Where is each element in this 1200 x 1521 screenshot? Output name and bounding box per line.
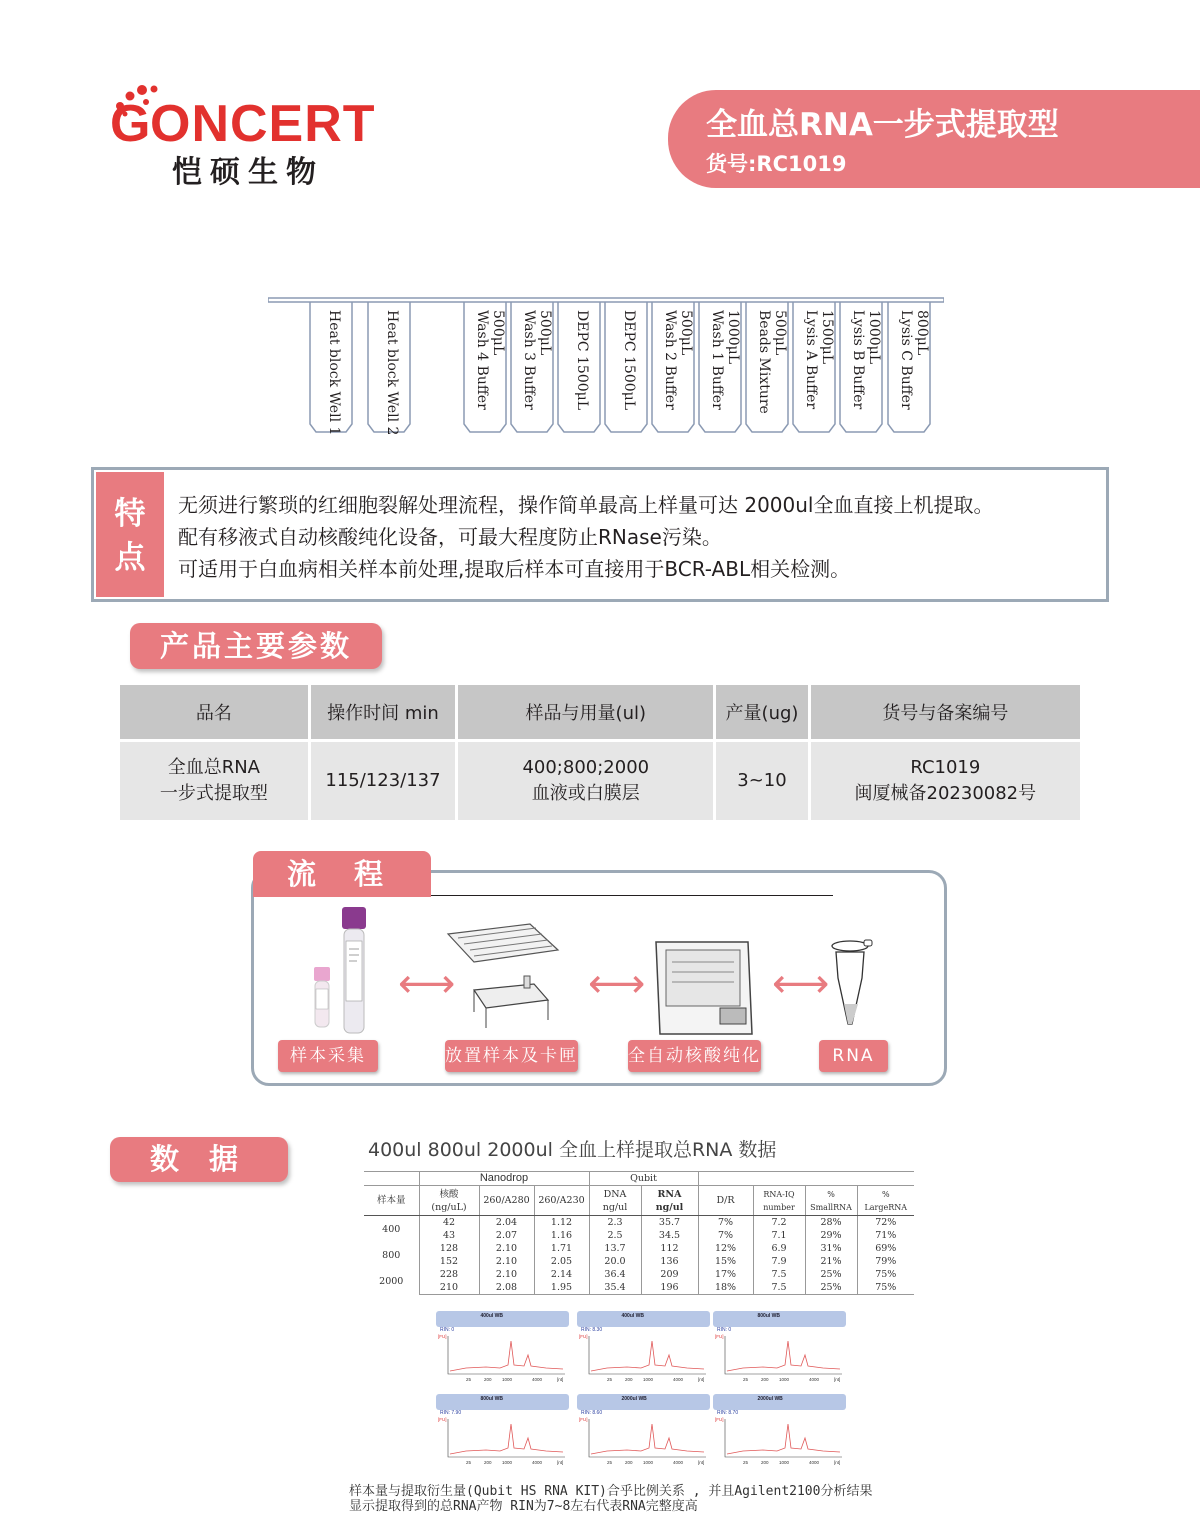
trace-y-unit: [FU] <box>438 1334 447 1339</box>
data-header-conc-1: 核酸 <box>439 1188 459 1200</box>
data-group-blank-2 <box>698 1172 914 1186</box>
data-cell-large: 75% <box>857 1281 914 1295</box>
data-row <box>364 1281 914 1295</box>
params-cell-code <box>811 742 1080 820</box>
cartridge-well-label: DEPC 1500μL <box>621 310 637 411</box>
data-cell-dna: 13.7 <box>589 1242 641 1255</box>
data-cell-iq: 7.9 <box>753 1255 805 1268</box>
data-row <box>364 1242 914 1255</box>
data-table <box>364 1171 914 1295</box>
product-code: 货号:RC1019 <box>706 152 847 176</box>
features-tag-char-2: 点 <box>114 540 146 576</box>
trace-x-unit: [nt] <box>834 1460 841 1465</box>
trace-x-tick: 4000 <box>673 1377 684 1382</box>
data-header-sample: 样本量 <box>364 1186 419 1216</box>
trace-rin: RIN: 0 <box>717 1327 732 1333</box>
data-group-blank <box>364 1172 419 1186</box>
data-cell-a230: 2.05 <box>534 1255 589 1268</box>
data-header-rna-2: ng/ul <box>655 1201 684 1213</box>
cartridge-well-volume: 800μL <box>914 310 930 356</box>
trace-line <box>450 1341 563 1371</box>
instrument-icon <box>648 938 760 1038</box>
data-cell-a280: 2.10 <box>479 1242 534 1255</box>
data-header-row <box>364 1186 914 1216</box>
trace-title: 400ul WB <box>480 1313 504 1319</box>
trace-panel <box>713 1394 846 1465</box>
data-note-line-1: 样本量与提取衍生量(Qubit HS RNA KIT)合乎比例关系 , 并且Agilent2100分析结果 <box>349 1484 873 1499</box>
cartridge-well-label: Lysis B Buffer <box>850 310 866 410</box>
data-header-dna-2: ng/ul <box>602 1201 628 1213</box>
data-cell-conc: 210 <box>419 1281 479 1295</box>
arrow-icon-1: ⟷ <box>398 961 456 1007</box>
data-cell-small: 29% <box>805 1229 857 1242</box>
trace-panel <box>713 1311 846 1382</box>
trace-x-tick: 1000 <box>779 1460 790 1465</box>
data-header-dna-1: DNA <box>603 1188 627 1200</box>
trace-x-tick: 200 <box>761 1460 769 1465</box>
data-cell-a230: 1.95 <box>534 1281 589 1295</box>
data-cell-iq: 6.9 <box>753 1242 805 1255</box>
data-heading: 数 据 <box>110 1137 288 1182</box>
params-sample-line-1: 400;800;2000 <box>522 757 650 778</box>
data-cell-a280: 2.08 <box>479 1281 534 1295</box>
data-header-large-1: % <box>881 1189 890 1199</box>
rna-tube-icon <box>828 938 874 1030</box>
data-cell-dna: 20.0 <box>589 1255 641 1268</box>
cartridge-well-label: Lysis A Buffer <box>803 310 819 410</box>
trace-title: 2000ul WB <box>757 1396 783 1402</box>
data-group-qubit: Qubit <box>589 1172 698 1186</box>
params-name-line-2: 一步式提取型 <box>159 783 268 804</box>
data-header-dna <box>589 1186 641 1216</box>
trace-x-tick: 4000 <box>809 1377 820 1382</box>
data-cell-group: 800 <box>382 1249 401 1261</box>
trace-y-unit: [FU] <box>715 1417 724 1422</box>
cartridge-well-label: Heat block Well 2 <box>384 310 400 436</box>
trace-panel <box>577 1311 710 1382</box>
data-cell-a230: 2.14 <box>534 1268 589 1281</box>
trace-x-tick: 200 <box>625 1377 633 1382</box>
trace-panel <box>436 1394 569 1465</box>
data-header-rna-1: RNA <box>657 1188 682 1200</box>
data-cell-dna: 36.4 <box>589 1268 641 1281</box>
company-name: 恺硕生物 <box>172 155 324 190</box>
trace-x-unit: [nt] <box>698 1460 705 1465</box>
cartridge-well-label: Wash 3 Buffer <box>521 310 537 410</box>
arrow-icon-2: ⟷ <box>588 961 646 1007</box>
features-tag <box>96 472 164 597</box>
params-header-code: 货号与备案编号 <box>811 685 1080 739</box>
data-cell-rna: 112 <box>641 1242 698 1255</box>
trace-title: 400ul WB <box>621 1313 645 1319</box>
data-cell-group: 2000 <box>379 1275 404 1287</box>
trace-line <box>591 1341 704 1371</box>
data-header-small-2: SmallRNA <box>810 1202 852 1212</box>
trace-x-tick: 25 <box>607 1377 613 1382</box>
data-cell-dr: 7% <box>698 1229 753 1242</box>
data-header-conc-2: (ng/uL) <box>431 1201 467 1213</box>
data-cell-dr: 17% <box>698 1268 753 1281</box>
data-row <box>364 1268 914 1281</box>
trace-x-unit: [nt] <box>557 1377 564 1382</box>
params-header-time: 操作时间 min <box>311 685 456 739</box>
data-cell-conc: 128 <box>419 1242 479 1255</box>
params-code-line-1: RC1019 <box>910 757 981 778</box>
data-cell-large: 71% <box>857 1229 914 1242</box>
data-cell-small: 28% <box>805 1216 857 1230</box>
logo-initial: G <box>110 95 151 153</box>
data-cell-dna: 2.5 <box>589 1229 641 1242</box>
data-header-dr: D/R <box>698 1186 753 1216</box>
data-note-line-2: 显示提取得到的总RNA产物 RIN为7~8左右代表RNA完整度高 <box>349 1499 698 1514</box>
trace-x-tick: 1000 <box>779 1377 790 1382</box>
trace-panel <box>436 1311 569 1382</box>
cartridge-well-volume: 1500μL <box>819 310 835 365</box>
data-cell-conc: 42 <box>419 1216 479 1230</box>
trace-rin: RIN: 8.60 <box>581 1410 603 1416</box>
trace-line <box>727 1424 840 1454</box>
feature-line-1: 无须进行繁琐的红细胞裂解处理流程，操作简单最高上样量可达 2000ul全血直接上机提取。 <box>178 493 994 517</box>
cartridge-diagram <box>268 294 944 440</box>
trace-title: 800ul WB <box>757 1313 781 1319</box>
trace-x-tick: 4000 <box>532 1377 543 1382</box>
params-sample-line-2: 血液或白膜层 <box>531 783 640 804</box>
trace-y-unit: [FU] <box>579 1334 588 1339</box>
data-row <box>364 1229 914 1242</box>
step-rna: RNA <box>819 1040 888 1072</box>
step-load-cartridge: 放置样本及卡匣 <box>445 1040 578 1072</box>
data-cell-a230: 1.71 <box>534 1242 589 1255</box>
cartridge-well-volume: 1000μL <box>725 310 741 365</box>
data-cell-rna: 34.5 <box>641 1229 698 1242</box>
cartridge-well-label: DEPC 1500μL <box>574 310 590 411</box>
cartridge-well-label: Wash 1 Buffer <box>709 310 725 410</box>
params-cell-name <box>120 742 308 820</box>
data-cell-a280: 2.10 <box>479 1268 534 1281</box>
data-cell-rna: 209 <box>641 1268 698 1281</box>
data-cell-dr: 15% <box>698 1255 753 1268</box>
data-cell-dr: 7% <box>698 1216 753 1230</box>
params-table <box>117 682 1083 823</box>
data-header-conc <box>419 1186 479 1216</box>
bioanalyzer-traces <box>436 1310 848 1476</box>
params-cell-time: 115/123/137 <box>311 742 456 820</box>
trace-x-tick: 25 <box>466 1460 472 1465</box>
trace-x-unit: [nt] <box>834 1377 841 1382</box>
data-cell-a230: 1.12 <box>534 1216 589 1230</box>
trace-title: 2000ul WB <box>621 1396 647 1402</box>
data-cell-small: 21% <box>805 1255 857 1268</box>
cartridge-well-label: Beads Mixture <box>756 310 772 414</box>
params-row <box>120 742 1080 820</box>
data-cell-large: 75% <box>857 1268 914 1281</box>
trace-x-tick: 25 <box>607 1460 613 1465</box>
data-header-rin-1: RNA-IQ <box>763 1189 795 1199</box>
trace-x-tick: 1000 <box>502 1460 513 1465</box>
data-cell-large: 69% <box>857 1242 914 1255</box>
data-cell-a230: 1.16 <box>534 1229 589 1242</box>
cartridge-well-volume: 500μL <box>772 310 788 356</box>
params-heading: 产品主要参数 <box>130 623 382 669</box>
trace-x-tick: 4000 <box>532 1460 543 1465</box>
params-header-name: 品名 <box>120 685 308 739</box>
data-cell-group: 400 <box>382 1223 401 1235</box>
params-header-yield: 产量(ug) <box>716 685 807 739</box>
feature-line-3: 可适用于白血病相关样本前处理,提取后样本可直接用于BCR-ABL相关检测。 <box>178 557 851 581</box>
step-auto-purification: 全自动核酸纯化 <box>628 1040 761 1072</box>
blood-tube-icon <box>300 905 380 1037</box>
data-cell-a280: 2.04 <box>479 1216 534 1230</box>
process-heading: 流 程 <box>253 851 431 897</box>
trace-x-tick: 200 <box>625 1460 633 1465</box>
trace-rin: RIN: 8.70 <box>717 1410 739 1416</box>
trace-x-tick: 1000 <box>643 1377 654 1382</box>
process-divider <box>431 895 833 896</box>
params-header-row <box>120 685 1080 739</box>
data-cell-iq: 7.5 <box>753 1281 805 1295</box>
arrow-icon-3: ⟷ <box>772 961 830 1007</box>
data-cell-small: 31% <box>805 1242 857 1255</box>
data-cell-iq: 7.1 <box>753 1229 805 1242</box>
trace-x-tick: 1000 <box>643 1460 654 1465</box>
cartridge-rack-icon <box>444 920 562 1032</box>
cartridge-well-volume: 500μL <box>678 310 694 356</box>
trace-y-unit: [FU] <box>579 1417 588 1422</box>
data-cell-a280: 2.10 <box>479 1255 534 1268</box>
trace-x-unit: [nt] <box>557 1460 564 1465</box>
data-header-small-1: % <box>827 1189 835 1199</box>
data-cell-dr: 12% <box>698 1242 753 1255</box>
product-title: 全血总RNA一步式提取型 <box>706 107 1059 143</box>
trace-x-tick: 200 <box>484 1377 492 1382</box>
data-group-nanodrop: Nanodrop <box>419 1172 589 1186</box>
features-tag-char-1: 特 <box>114 496 146 532</box>
data-cell-conc: 152 <box>419 1255 479 1268</box>
cartridge-well-volume: 1000μL <box>866 310 882 365</box>
logo-wordmark: ONCERT <box>150 95 376 153</box>
data-header-small <box>805 1186 857 1216</box>
data-cell-rna: 136 <box>641 1255 698 1268</box>
feature-line-2: 配有移液式自动核酸纯化设备，可最大程度防止RNase污染。 <box>178 525 722 549</box>
data-cell-dna: 2.3 <box>589 1216 641 1230</box>
data-cell-a280: 2.07 <box>479 1229 534 1242</box>
data-cell-conc: 228 <box>419 1268 479 1281</box>
data-row <box>364 1255 914 1268</box>
data-cell-large: 79% <box>857 1255 914 1268</box>
step-sample-collection: 样本采集 <box>278 1040 378 1072</box>
trace-x-tick: 25 <box>466 1377 472 1382</box>
trace-x-unit: [nt] <box>698 1377 705 1382</box>
trace-x-tick: 25 <box>743 1377 749 1382</box>
trace-y-unit: [FU] <box>438 1417 447 1422</box>
trace-line <box>450 1424 563 1454</box>
data-cell-dna: 35.4 <box>589 1281 641 1295</box>
params-code-line-2: 闽厦械备20230082号 <box>854 783 1037 804</box>
trace-x-tick: 4000 <box>673 1460 684 1465</box>
trace-x-tick: 1000 <box>502 1377 513 1382</box>
data-cell-small: 25% <box>805 1281 857 1295</box>
trace-x-tick: 25 <box>743 1460 749 1465</box>
cartridge-well-label: Wash 2 Buffer <box>662 310 678 410</box>
trace-rin: RIN: 7.90 <box>440 1410 462 1416</box>
data-cell-conc: 43 <box>419 1229 479 1242</box>
data-cell-iq: 7.5 <box>753 1268 805 1281</box>
data-cell-rna: 35.7 <box>641 1216 698 1230</box>
trace-y-unit: [FU] <box>715 1334 724 1339</box>
trace-title: 800ul WB <box>480 1396 504 1402</box>
params-cell-sample <box>458 742 713 820</box>
data-header-rna <box>641 1186 698 1216</box>
data-cell-small: 25% <box>805 1268 857 1281</box>
trace-rin: RIN: 0 <box>440 1327 455 1333</box>
data-header-rin <box>753 1186 805 1216</box>
data-row <box>364 1216 914 1230</box>
cartridge-well-label: Heat block Well 1 <box>326 310 342 436</box>
data-cell-dr: 18% <box>698 1281 753 1295</box>
trace-line <box>591 1424 704 1454</box>
params-header-sample: 样品与用量(ul) <box>458 685 713 739</box>
data-header-260-280: 260/A280 <box>479 1186 534 1216</box>
trace-x-tick: 200 <box>761 1377 769 1382</box>
data-cell-iq: 7.2 <box>753 1216 805 1230</box>
trace-line <box>727 1341 840 1371</box>
data-header-large <box>857 1186 914 1216</box>
cartridge-well-label: Lysis C Buffer <box>898 310 914 410</box>
data-cell-large: 72% <box>857 1216 914 1230</box>
data-table-title: 400ul 800ul 2000ul 全血上样提取总RNA 数据 <box>368 1139 777 1161</box>
trace-panel <box>577 1394 710 1465</box>
cartridge-well-label: Wash 4 Buffer <box>474 310 490 410</box>
data-cell-rna: 196 <box>641 1281 698 1295</box>
data-group-row <box>364 1172 914 1186</box>
cartridge-well-volume: 500μL <box>490 310 506 356</box>
data-header-rin-2: number <box>763 1202 795 1212</box>
data-header-260-230: 260/A230 <box>534 1186 589 1216</box>
cartridge-well-volume: 500μL <box>537 310 553 356</box>
trace-x-tick: 4000 <box>809 1460 820 1465</box>
data-header-large-2: LargeRNA <box>864 1202 908 1212</box>
params-cell-yield: 3~10 <box>716 742 807 820</box>
params-name-line-1: 全血总RNA <box>167 757 260 778</box>
trace-x-tick: 200 <box>484 1460 492 1465</box>
trace-rin: RIN: 8.30 <box>581 1327 603 1333</box>
